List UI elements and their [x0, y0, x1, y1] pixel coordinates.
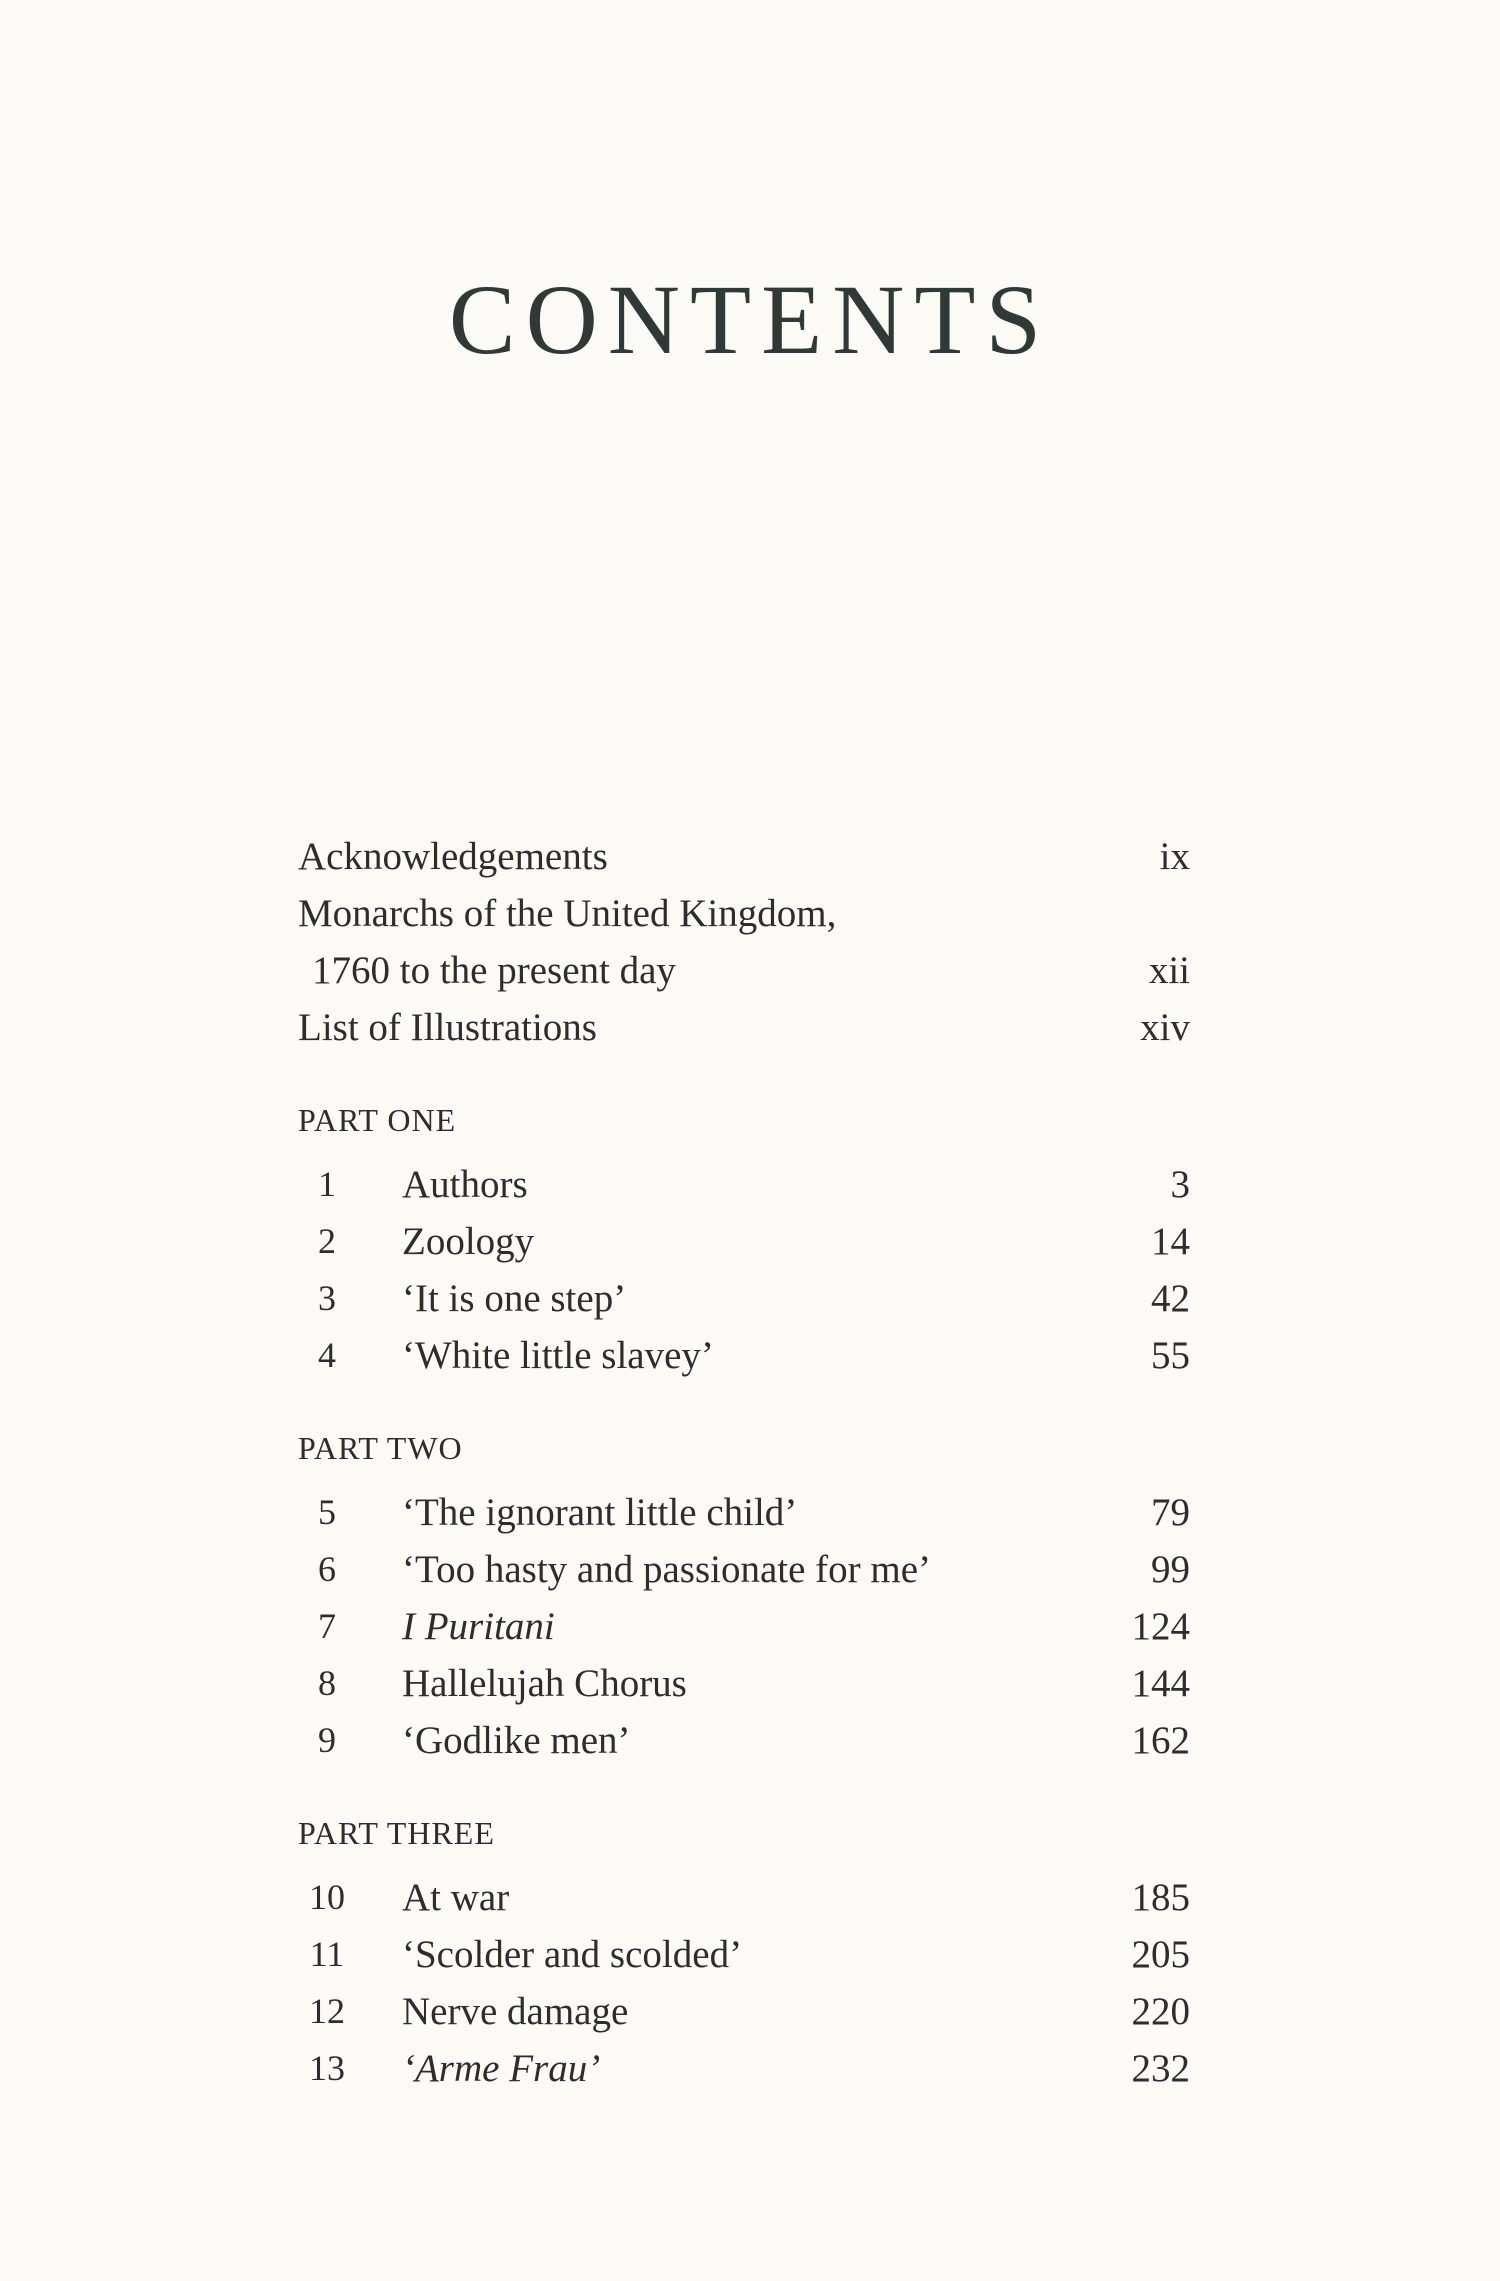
toc-entry-monarchs[interactable]	[298, 885, 1190, 942]
chapter-page: 220	[1131, 1990, 1190, 2033]
chapter-number: 7	[318, 1606, 336, 1646]
part-heading: PART TWO	[298, 1430, 463, 1466]
toc-chapter-5[interactable]	[298, 1484, 1190, 1541]
toc-entry-list-of-illustrations[interactable]	[298, 999, 1190, 1056]
chapter-title: At war	[402, 1876, 510, 1919]
toc-chapter-11[interactable]	[298, 1926, 1190, 1983]
chapter-number: 4	[318, 1335, 336, 1375]
chapter-title: ‘Scolder and scolded’	[402, 1933, 743, 1976]
page-title: CONTENTS	[448, 264, 1052, 375]
table-of-contents	[298, 828, 1190, 2097]
toc-entry-page: xii	[1148, 949, 1190, 992]
part-heading: PART THREE	[298, 1815, 495, 1851]
toc-chapter-6[interactable]	[298, 1541, 1190, 1598]
chapter-page: 162	[1131, 1719, 1190, 1762]
chapter-number: 1	[318, 1164, 336, 1204]
chapter-number: 10	[309, 1877, 345, 1917]
toc-entry-acknowledgements[interactable]	[298, 828, 1190, 885]
chapter-page: 205	[1131, 1933, 1190, 1976]
toc-chapter-10[interactable]	[298, 1869, 1190, 1926]
chapter-number: 5	[318, 1492, 336, 1532]
chapter-title: ‘The ignorant little child’	[402, 1491, 798, 1534]
toc-entry-label: Acknowledgements	[298, 835, 608, 878]
toc-chapter-1[interactable]	[298, 1156, 1190, 1213]
chapter-page: 55	[1151, 1334, 1190, 1377]
chapter-number: 9	[318, 1720, 336, 1760]
chapter-title: Authors	[402, 1163, 528, 1206]
chapter-page: 79	[1151, 1491, 1190, 1534]
toc-chapter-3[interactable]	[298, 1270, 1190, 1327]
chapter-title: ‘Godlike men’	[402, 1719, 631, 1762]
part-heading: PART ONE	[298, 1102, 457, 1138]
toc-chapter-12[interactable]	[298, 1983, 1190, 2040]
chapter-number: 11	[309, 1934, 345, 1974]
chapter-page: 3	[1170, 1163, 1190, 1206]
chapter-title: ‘White little slavey’	[402, 1334, 714, 1377]
toc-chapter-4[interactable]	[298, 1327, 1190, 1384]
toc-chapter-13[interactable]	[298, 2040, 1190, 2097]
chapter-page: 185	[1131, 1876, 1190, 1919]
toc-chapter-7[interactable]	[298, 1598, 1190, 1655]
chapter-title: ‘Too hasty and passionate for me’	[402, 1548, 932, 1591]
chapter-number: 12	[309, 1991, 345, 2031]
toc-chapter-8[interactable]	[298, 1655, 1190, 1712]
chapter-title: Nerve damage	[402, 1990, 629, 2033]
toc-entry-label: 1760 to the present day	[312, 949, 676, 992]
chapter-number: 3	[318, 1278, 336, 1318]
toc-entry-label: Monarchs of the United Kingdom,	[298, 892, 837, 935]
toc-entry-page: ix	[1159, 835, 1190, 878]
toc-entry-monarchs-continued[interactable]	[298, 942, 1190, 999]
chapter-page: 42	[1151, 1277, 1190, 1320]
chapter-page: 99	[1151, 1548, 1190, 1591]
chapter-title: ‘Arme Frau’	[402, 2047, 601, 2090]
chapter-title: Hallelujah Chorus	[402, 1662, 687, 1705]
chapter-page: 124	[1131, 1605, 1190, 1648]
toc-entry-page: xiv	[1140, 1006, 1190, 1049]
toc-chapter-9[interactable]	[298, 1712, 1190, 1769]
chapter-number: 6	[318, 1549, 336, 1589]
toc-entry-label: List of Illustrations	[298, 1006, 597, 1049]
chapter-title: Zoology	[402, 1220, 535, 1263]
chapter-number: 8	[318, 1663, 336, 1703]
chapter-page: 232	[1131, 2047, 1190, 2090]
chapter-title: I Puritani	[402, 1605, 555, 1648]
chapter-number: 2	[318, 1221, 336, 1261]
chapter-title: ‘It is one step’	[402, 1277, 627, 1320]
chapter-number: 13	[309, 2048, 345, 2088]
chapter-page: 14	[1151, 1220, 1190, 1263]
chapter-page: 144	[1131, 1662, 1190, 1705]
toc-chapter-2[interactable]	[298, 1213, 1190, 1270]
